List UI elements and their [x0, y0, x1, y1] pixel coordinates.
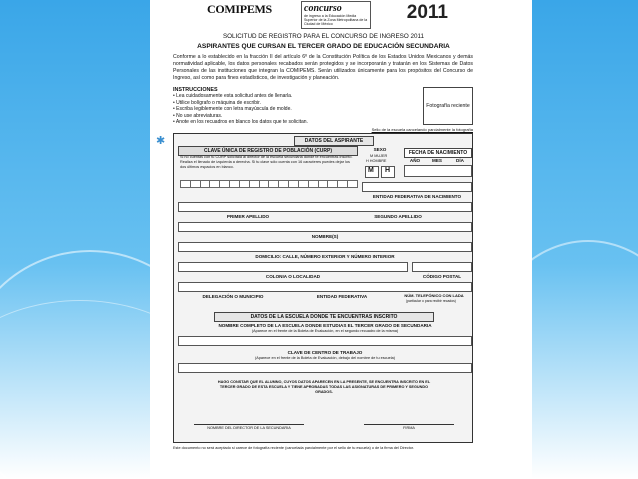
- form-body: [173, 133, 473, 443]
- section-header-escuela: DATOS DE LA ESCUELA DONDE TE ENCUENTRAS INSCRITO: [214, 312, 434, 322]
- form-title: SOLICITUD DE REGISTRO PARA EL CONCURSO DE INGRESO 2011: [222, 33, 425, 40]
- cct-hint: (Aparece en el frente de la Boleta de Evaluación, debajo del nombre de tu escuela): [255, 355, 395, 360]
- instruction-item: • Utilice bolígrafo o máquina de escribir.: [173, 100, 419, 107]
- document-header: [171, 0, 476, 30]
- birth-state-label: ENTIDAD FEDERATIVA DE NACIMIENTO: [372, 193, 462, 199]
- legal-notice: Conforme a lo establecido en la fracción II del artículo 6º de la Constitución Política de los Estados Unidos Mexicanos y demás normatividad aplicable, los datos personales recabados serán protegidos y se incorporarán y tratarán en los Sistemas de Datos Personales de las instituciones que integran la COMIPEMS. Serán utilizados únicamente para los propósitos del Concurso de Ingreso, así como para fines estadísticos, de investigación y planeación.: [173, 54, 473, 81]
- names-field[interactable]: [178, 222, 472, 232]
- colonia-field[interactable]: [178, 262, 408, 272]
- instruction-item: • Lea cuidadosamente esta solicitud antes de llenarla.: [173, 93, 419, 100]
- director-name-label: NOMBRE DEL DIRECTOR DE LA SECUNDARIA: [207, 425, 291, 430]
- school-name-label: NOMBRE COMPLETO DE LA ESCUELA DONDE ESTUDIAS EL TERCER GRADO DE SECUNDARIA: [218, 322, 432, 328]
- sex-female-letter: M: [368, 166, 374, 174]
- form-subtitle: ASPIRANTES QUE CURSAN EL TERCER GRADO DE EDUCACIÓN SECUNDARIA: [197, 43, 450, 50]
- slide-bullet-icon: ✱: [156, 135, 166, 147]
- second-surname-label: SEGUNDO APELLIDO: [374, 213, 422, 219]
- instructions-section: [173, 87, 473, 126]
- postal-code-label: CÓDIGO POSTAL: [422, 273, 462, 279]
- instruction-item: • Escriba legiblemente con letra mayúscula de molde.: [173, 106, 419, 113]
- section-header-aspirante: DATOS DEL ASPIRANTE: [294, 136, 374, 146]
- director-statement: HAGO CONSTAR QUE EL ALUMNO, CUYOS DATOS APARECEN EN LA PRESENTE, SE ENCUENTRA INSCRITO EN EL TERCER GRADO DE ESTA ESCUELA Y TIENE APROBADAS TODAS LAS ASIGNATURAS DE PRIMERO Y SEGUNDO GRADOS.: [217, 379, 431, 394]
- birthdate-label: FECHA DE NACIMIENTO: [404, 148, 472, 158]
- photo-box: Fotografía reciente: [423, 87, 473, 125]
- school-name-hint: (Aparece en el frente de la Boleta de Evaluación, en el segundo recuadro de la misma): [251, 328, 399, 333]
- colonia-label: COLONIA O LOCALIDAD: [265, 273, 321, 279]
- surnames-field[interactable]: [178, 202, 472, 212]
- birthdate-field[interactable]: [404, 165, 472, 177]
- sexo-label: SEXO: [373, 146, 387, 152]
- instruction-item: • No use abreviaturas.: [173, 113, 419, 120]
- hombre-label: H HOMBRE: [366, 158, 387, 163]
- signature-label: FIRMA: [403, 425, 415, 430]
- registration-form-document: [171, 0, 476, 479]
- municipality-label: DELEGACIÓN O MUNICIPIO: [202, 293, 264, 299]
- birth-month-label: MES: [432, 157, 442, 163]
- birth-day-label: DÍA: [456, 157, 464, 163]
- year-label: 2011: [406, 2, 448, 23]
- phone-label: NÚM. TELEFÓNICO CON LADA: [404, 292, 464, 298]
- mujer-label: M MUJER: [370, 153, 388, 158]
- sex-male-letter: H: [385, 166, 391, 174]
- postal-code-field[interactable]: [412, 262, 472, 272]
- first-surname-label: PRIMER APELLIDO: [226, 213, 270, 219]
- director-signature-line[interactable]: [194, 424, 304, 425]
- state-label: ENTIDAD FEDERATIVA: [316, 293, 368, 299]
- cct-label: CLAVE DE CENTRO DE TRABAJO: [287, 349, 363, 355]
- instructions-heading: INSTRUCCIONES: [173, 87, 218, 93]
- birth-year-label: AÑO: [409, 157, 421, 163]
- seal-note: Sello de la escuela cancelando parcialmente la fotografía: [371, 126, 473, 132]
- names-label: NOMBRE(S): [311, 233, 339, 239]
- curp-label: CLAVE ÚNICA DE REGISTRO DE POBLACIÓN (CURP): [178, 146, 358, 156]
- curp-field[interactable]: [180, 180, 358, 188]
- curp-help: Si no cuentas con tu CURP solicítala al director de la escuela secundaria donde te encuentras inscrito. Realiza el llenado de izquierda a derecha. Si tu clave sólo cuenta con 16 caracteres puedes dejar los dos últimos espacios en blanco.: [180, 154, 353, 169]
- phone-sublabel: (particular o para recibir recados): [406, 298, 456, 303]
- cct-field[interactable]: [178, 363, 472, 373]
- municipality-field[interactable]: [178, 282, 472, 292]
- comipems-logo: COMIPEMS: [207, 2, 272, 16]
- instruction-item: • Anote en los recuadros en blanco los datos que te solicitan.: [173, 119, 419, 126]
- footer-note: Este documento no será aceptado si carece de fotografía reciente (cancelada parcialmente por el sello de tu escuela) o de la firma del Director.: [173, 445, 415, 450]
- address-label: DOMICILIO: CALLE, NÚMERO EXTERIOR Y NÚMERO INTERIOR: [255, 253, 395, 259]
- signature-line[interactable]: [364, 424, 454, 425]
- concurso-logo: concurso de ingreso a la Educación Media Superior de la Zona Metropolitana de la Ciudad de México: [301, 1, 371, 29]
- birth-state-field[interactable]: [362, 182, 472, 192]
- school-name-field[interactable]: [178, 336, 472, 346]
- address-field[interactable]: [178, 242, 472, 252]
- decorative-swirl: [478, 240, 638, 479]
